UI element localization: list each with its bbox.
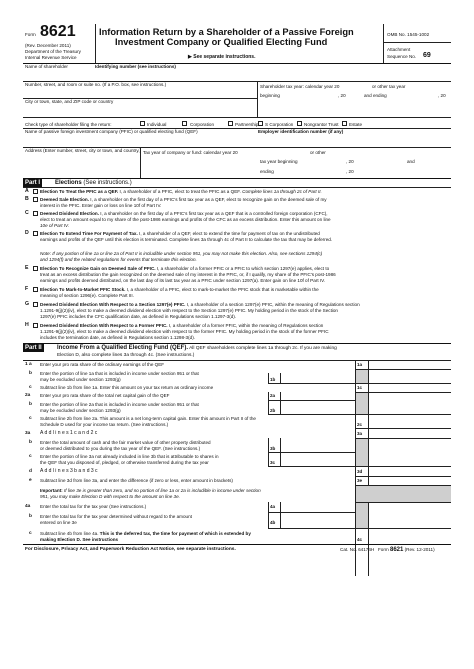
corporation-checkbox[interactable]	[182, 121, 187, 126]
identifying-number-label: Identifying number (see instructions)	[95, 64, 176, 69]
other-tax-year-label: or other tax year	[372, 84, 406, 89]
election-d-text-2: earnings and profits of the QEF until this election is terminated. Complete lines 3a through 4c of Part II to calculate the tax that may be deferred.	[40, 237, 333, 242]
year-comma-20-4: , 20	[346, 169, 354, 174]
line-4a-text: Enter the total tax for the tax year (See instructions.)	[40, 504, 147, 509]
pfic-tax-year-label: Tax year of company or fund: calendar year 20	[143, 150, 238, 155]
line-2a-amount[interactable]	[281, 392, 355, 400]
line-1a-amount[interactable]	[369, 360, 451, 369]
line-3a-text: A d d l i n e s 1 c a n d 2 c	[40, 430, 98, 436]
election-h-letter: H	[25, 322, 29, 328]
line-3e-text: Subtract line 3d from line 3a, and enter the difference (if zero or less, enter amount in brackets)	[40, 478, 233, 483]
election-note-1: Note: If any portion of line 1a or line 2a of Part II is includible under section 951, you may not make this election. Also, see sections 1294(c)	[40, 251, 323, 256]
line-4b-number: b	[29, 514, 32, 519]
election-f-text-1: Election To Mark-to-Market PFIC Stock. I, a shareholder of a PFIC, elect to mark-to-market the PFIC stock that is marketable within the	[40, 287, 319, 292]
line-2b-text-2: may be excluded under section 1293(g)	[40, 408, 121, 413]
part-2-label: Part II	[25, 345, 42, 351]
line-1c-box: 1c	[357, 385, 363, 390]
tax-year-beginning-label: tax year beginning	[260, 159, 298, 164]
employer-id-label: Employer identification number (if any)	[258, 129, 344, 134]
line-3a-box: 3a	[357, 431, 363, 436]
election-b-checkbox[interactable]	[33, 197, 38, 202]
part-2-title-2: Election D, also complete lines 3a through 4c. (See instructions.)	[57, 353, 195, 358]
line-2b-number: b	[29, 402, 32, 407]
line-3c-number: c	[29, 454, 32, 459]
line-2c-amount[interactable]	[369, 415, 451, 428]
line-1c-number: c	[29, 385, 32, 390]
election-e-checkbox[interactable]	[33, 266, 38, 271]
line-4c-amount[interactable]	[369, 529, 451, 543]
footer-form-word: Form 8621 (Rev. 12-2011)	[378, 547, 435, 553]
line-1c-text: Subtract line 1b from line 1a. Enter this amount on your tax return as ordinary income	[40, 385, 214, 390]
part-1-title: Elections (See instructions.)	[55, 180, 132, 186]
election-f-letter: F	[25, 286, 29, 292]
line-3a-number: 3a	[25, 431, 31, 436]
form-revision: (Rev. December 2011)	[25, 43, 71, 48]
year-comma-20-2: , 20	[438, 93, 446, 98]
line-2a-number: 2a	[25, 393, 31, 398]
election-b-text-2: interest in the PFIC. Enter gain or loss on line 10f of Part IV.	[40, 203, 162, 208]
line-3b-box: 3b	[270, 446, 276, 451]
election-c-letter: C	[25, 210, 29, 216]
election-c-text-3: 10e of Part IV.	[40, 223, 70, 228]
pfic-other-label: or other	[310, 150, 326, 155]
election-b-letter: B	[25, 196, 29, 202]
line-2c-text-1: Subtract line 2b from line 2a. This amount is a net long-term capital gain. Enter this amount in Part II of the	[40, 416, 256, 421]
pfic-address-label: Address (Enter number, street, city or town, and country.)	[25, 148, 142, 153]
line-4c-box: 4c	[357, 537, 363, 542]
election-g-letter: G	[25, 301, 30, 307]
line-3c-text-2: the QEF that you disposed of, pledged, or otherwise transferred during the tax year	[40, 460, 209, 465]
ending-label: ending	[260, 169, 274, 174]
election-h-text-2: 1.1291-9(j)(2)(iv), elect to make a deemed dividend election with respect to the former PFIC. My holding period in the stock of the former PFIC	[40, 329, 329, 334]
line-2a-box: 2a	[270, 393, 276, 398]
nongrantor-trust-checkbox[interactable]	[297, 121, 302, 126]
election-note-2: and 1294(f) and the related regulations for events that terminate this election.	[40, 257, 197, 262]
year-comma-20-1: , 20	[338, 93, 346, 98]
election-b-text-1: Deemed Sale Election. I, a shareholder on the first day of a PFIC's first tax year as a QEF, elect to recognize gain on the deemed sale of my	[40, 197, 327, 202]
election-h-text-3: includes the termination date, as defined in Regulations section 1.1298-3(d).	[40, 335, 196, 340]
corporation-label: Corporation	[190, 122, 215, 127]
line-4b-text-2: entered on line 3e	[40, 520, 77, 525]
line-3c-amount[interactable]	[281, 452, 355, 466]
department-line-1: Department of the Treasury	[25, 49, 81, 54]
department-line-2: Internal Revenue Service	[25, 55, 77, 60]
line-4a-amount[interactable]	[281, 502, 355, 512]
estate-checkbox[interactable]	[342, 121, 347, 126]
line-1a-number: 1 a	[25, 362, 32, 367]
s-corporation-label: S Corporation	[265, 122, 294, 127]
estate-label: Estate	[349, 122, 363, 127]
election-e-text-3: earnings and profits deemed distributed, on the last day of its last tax year as a PFIC under section 1297(a). Enter gain on line 10f of Part IV.	[40, 278, 326, 283]
line-2b-amount[interactable]	[281, 400, 355, 414]
line-3e-box: 3e	[357, 478, 363, 483]
line-3b-amount[interactable]	[281, 438, 355, 452]
line-4c-text-1: Subtract line 4b from line 4a. This is the deferred tax, the time for payment of which is extended by	[40, 531, 251, 536]
line-2b-text-1: Enter the portion of line 2a that is included in income under section 951 or that	[40, 402, 199, 407]
partnership-checkbox[interactable]	[228, 121, 233, 126]
line-3d-amount[interactable]	[369, 466, 451, 476]
line-4a-number: 4a	[25, 504, 31, 509]
pfic-name-label: Name of passive foreign investment company (PFIC) or qualified electing fund (QEF)	[25, 129, 198, 134]
line-1c-amount[interactable]	[369, 383, 451, 392]
attachment-label: Attachment	[387, 47, 411, 52]
line-2c-number: c	[29, 416, 32, 421]
line-2c-text-2: Schedule D used for your income tax return. (See instructions.)	[40, 422, 169, 427]
line-1a-text: Enter your pro rata share of the ordinary earnings of the QEF	[40, 362, 165, 367]
election-g-checkbox[interactable]	[33, 302, 38, 307]
and-label: and	[407, 159, 415, 164]
individual-label: Individual	[147, 122, 167, 127]
line-3c-box: 3c	[270, 460, 276, 465]
line-3b-text-2: or deemed distributed to you during the tax year of the QEF. (See instructions.)	[40, 446, 201, 451]
line-4b-amount[interactable]	[281, 512, 355, 528]
line-4b-box: 4b	[270, 520, 276, 525]
election-d-text-1: Election To Extend Time For Payment of Tax. I, a shareholder of a QEF, elect to extend the time for payment of tax on the undistributed	[40, 231, 320, 236]
line-4b-text-1: Enter the total tax for the tax year determined without regard to the amount	[40, 514, 192, 519]
election-g-text-1: Deemed Dividend Election With Respect to a Section 1297(e) PFIC. I, a shareholder of a section 1297(e) PFIC, within the meaning of Regulations section	[40, 302, 360, 307]
election-c-checkbox[interactable]	[33, 211, 38, 216]
tax-year-calendar-label: Shareholder tax year: calendar year 20	[260, 84, 340, 89]
see-instructions-note: ▶ See separate instructions.	[188, 54, 256, 60]
election-h-text-1: Deemed Dividend Election With Respect to a Former PFIC. I, a shareholder of a former PFIC, within the meaning of Regulations section	[40, 323, 324, 328]
footer-cat-number: Cat. No. 64174H	[340, 547, 375, 552]
line-3b-text-1: Enter the total amount of cash and the fair market value of other property distributed	[40, 440, 211, 445]
form-title-line-1: Information Return by a Shareholder of a Passive Foreign	[99, 27, 354, 37]
footer-disclosure: For Disclosure, Privacy Act, and Paperwork Reduction Act Notice, see separate instructions.	[25, 547, 236, 552]
line-3d-number: d	[29, 469, 32, 474]
nongrantor-trust-label: Nongrantor Trust	[304, 122, 339, 127]
line-3a-amount[interactable]	[369, 428, 451, 438]
part-1-label: Part I	[25, 180, 41, 186]
street-address-label: Number, street, and room or suite no. (If a P.O. box, see instructions.)	[25, 82, 167, 87]
and-ending-label: and ending	[364, 93, 387, 98]
election-e-text-2: treat as an excess distribution the gain recognized on the deemed sale of my interest in the PFIC, or, if I qualify, my share of the PFIC's post-1986	[40, 272, 336, 277]
line-3e-amount[interactable]	[369, 476, 451, 485]
election-e-text-1: Election To Recognize Gain on Deemed Sale of PFIC. I, a shareholder of a former PFIC or a PFIC to which section 1297(e) applies, elect to	[40, 266, 330, 271]
line-1b-amount[interactable]	[281, 373, 355, 383]
partnership-label: Partnership	[235, 122, 259, 127]
part-2-title: Income From a Qualified Electing Fund (QEF). All QEF shareholders complete lines 1a through 2c. If you are making	[57, 345, 337, 351]
sequence-label: Sequence No.	[387, 54, 417, 59]
line-1b-box: 1b	[270, 377, 276, 382]
sequence-number: 69	[423, 52, 431, 59]
election-a-letter: A	[25, 188, 29, 194]
line-3e-number: e	[29, 478, 32, 483]
line-1a-box: 1a	[357, 362, 363, 367]
election-a-checkbox[interactable]	[33, 189, 38, 194]
line-4c-text-2: making Election D. See instructions	[40, 537, 119, 542]
election-g-text-3: 1297(e) PFIC includes the CFC qualification date, as defined in Regulations section 1.1297-3(d).	[40, 314, 237, 319]
election-e-letter: E	[25, 265, 29, 271]
line-3d-box: 3d	[357, 469, 363, 474]
important-note-2: 951, you may make Election D with respect to the amount on line 3e.	[40, 494, 180, 499]
line-1b-text-1: Enter the portion of line 1a that is included in income under section 951 or that	[40, 371, 199, 376]
year-comma-20-3: , 20	[346, 159, 354, 164]
s-corporation-checkbox[interactable]	[258, 121, 263, 126]
beginning-label: beginning	[260, 93, 280, 98]
line-3d-text: A d d l i n e s 3 b a n d 3 c	[40, 468, 98, 474]
form-title-line-2: Investment Company or Qualified Electing Fund	[115, 37, 328, 47]
important-note-1: Important: If line 3e is greater than zero, and no portion of line 1a or 2a is includible in income under section	[40, 488, 261, 493]
omb-number: OMB No. 1545-1002	[387, 32, 430, 37]
form-word: Form	[25, 32, 36, 37]
line-4c-number: c	[29, 531, 32, 536]
line-2b-box: 2b	[270, 408, 276, 413]
line-4a-box: 4a	[270, 504, 276, 509]
line-2c-box: 2c	[357, 422, 363, 427]
election-g-text-2: 1.1291-9(j)(2)(iv), elect to make a deemed dividend election with respect to the Section 1297(e) PFIC. My holding period in the stock of the Section	[40, 308, 338, 313]
shareholder-type-label: Check type of shareholder filing the return:	[25, 122, 112, 127]
line-1b-number: b	[29, 371, 32, 376]
election-f-checkbox[interactable]	[33, 287, 38, 292]
election-c-text-1: Deemed Dividend Election. I, a shareholder on the first day of a PFIC's first tax year as a QEF that is a controlled foreign corporation (CFC),	[40, 211, 328, 216]
election-h-checkbox[interactable]	[33, 323, 38, 328]
election-a-text: Election To Treat the PFIC as a QEF. I, a shareholder of a PFIC, elect to treat the PFIC as a QEF. Complete lines 1a through 2c of Part II.	[40, 189, 322, 194]
election-d-letter: D	[25, 230, 29, 236]
line-1b-text-2: may be excluded under section 1293(g)	[40, 377, 121, 382]
line-2a-text: Enter your pro rata share of the total net capital gain of the QEF	[40, 393, 170, 398]
shareholder-name-label: Name of shareholder	[25, 64, 68, 69]
election-c-text-2: elect to treat an amount equal to my share of the post-1986 earnings and profits of the CFC as an excess distribution. Enter this amount on line	[40, 217, 331, 222]
line-3b-number: b	[29, 440, 32, 445]
city-label: City or town, state, and ZIP code or country	[25, 99, 114, 104]
line-3c-text-1: Enter the portion of line 3a not already included in line 3b that is attributable to shares in	[40, 454, 219, 459]
election-d-checkbox[interactable]	[33, 231, 38, 236]
individual-checkbox[interactable]	[140, 121, 145, 126]
form-number: 8621	[40, 23, 76, 40]
election-f-text-2: meaning of section 1296(e). Complete Part III.	[40, 293, 134, 298]
